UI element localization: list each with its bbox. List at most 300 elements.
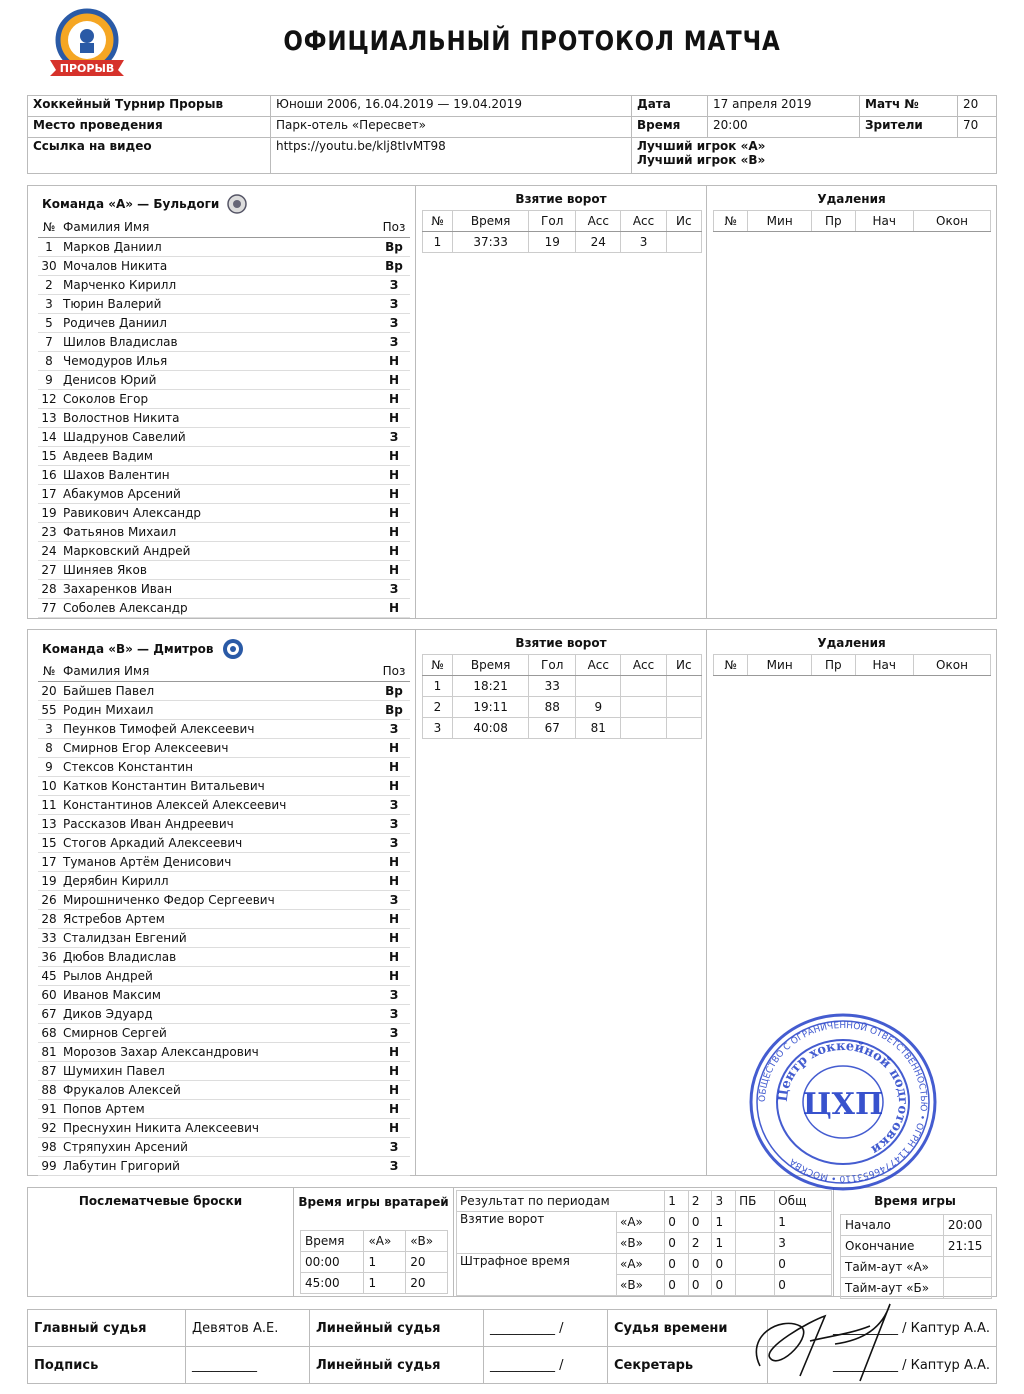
player-position: Н xyxy=(378,351,410,370)
player-name: Абакумов Арсений xyxy=(60,484,378,503)
player-name: Авдеев Вадим xyxy=(60,446,378,465)
player-number: 99 xyxy=(38,1156,60,1175)
table-row xyxy=(301,1252,448,1273)
secretary-label: Секретарь xyxy=(608,1347,768,1384)
team-a-penalties-title: Удаления xyxy=(817,192,886,206)
game-time-cell: Начало xyxy=(841,1215,944,1236)
results-value xyxy=(736,1233,775,1254)
player-number: 81 xyxy=(38,1042,60,1061)
results-value: 0 xyxy=(665,1275,689,1296)
goal-scorer: 19 xyxy=(529,232,576,253)
player-name: Рылов Андрей xyxy=(60,966,378,985)
summary-panel xyxy=(27,1187,997,1297)
table-row xyxy=(423,697,702,718)
player-number: 20 xyxy=(38,681,60,700)
player-name: Родин Михаил xyxy=(60,700,378,719)
player-name: Мочалов Никита xyxy=(60,256,378,275)
g-col-ass2: Асс xyxy=(621,655,666,676)
p-col-num: № xyxy=(714,211,748,232)
p-col-pr: Пр xyxy=(812,655,855,676)
results-value: 0 xyxy=(665,1212,689,1233)
results-header-cell: ПБ xyxy=(736,1191,775,1212)
results-value: 1 xyxy=(712,1233,736,1254)
player-name: Чемодуров Илья xyxy=(60,351,378,370)
player-position: З xyxy=(378,719,410,738)
game-time-cell: 21:15 xyxy=(943,1236,991,1257)
player-number: 15 xyxy=(38,446,60,465)
best-player-a-label: Лучший игрок «А» xyxy=(637,139,766,153)
player-position: З xyxy=(378,795,410,814)
p-col-num: № xyxy=(714,655,748,676)
goal-time: 18:21 xyxy=(452,676,528,697)
goal-assist1: 24 xyxy=(576,232,621,253)
player-position: З xyxy=(378,275,410,294)
player-name: Шиняев Яков xyxy=(60,560,378,579)
line-referee2-value: __________ / xyxy=(484,1347,608,1384)
player-number: 10 xyxy=(38,776,60,795)
player-number: 8 xyxy=(38,351,60,370)
player-name: Дерябин Кирилл xyxy=(60,871,378,890)
logo-text: ПРОРЫВ xyxy=(59,62,115,75)
team-a-penalties-table xyxy=(713,210,991,232)
col-pos: Поз xyxy=(378,662,410,681)
team-a-players-table xyxy=(38,218,410,618)
shootout-title: Послематчевые броски xyxy=(28,1188,294,1296)
game-time-cell xyxy=(943,1257,991,1278)
g-col-time: Время xyxy=(452,211,528,232)
player-name: Стогов Аркадий Алексеевич xyxy=(60,833,378,852)
player-name: Шадрунов Савелий xyxy=(60,427,378,446)
results-header-cell: 3 xyxy=(712,1191,736,1212)
player-name: Соболев Александр xyxy=(60,598,378,617)
goal-is xyxy=(666,697,701,718)
player-number: 67 xyxy=(38,1004,60,1023)
table-row xyxy=(38,1023,410,1042)
results-value: 0 xyxy=(775,1254,832,1275)
tournament-value: Юноши 2006, 16.04.2019 — 19.04.2019 xyxy=(271,96,632,117)
table-row xyxy=(38,757,410,776)
p-col-end: Окон xyxy=(913,655,990,676)
table-row xyxy=(38,408,410,427)
team-a-title xyxy=(42,194,247,214)
table-row xyxy=(38,1080,410,1099)
table-row xyxy=(841,1257,992,1278)
player-name: Рассказов Иван Андреевич xyxy=(60,814,378,833)
player-name: Сталидзан Евгений xyxy=(60,928,378,947)
table-row xyxy=(38,985,410,1004)
team-b-roster xyxy=(28,630,416,1175)
player-position: Н xyxy=(378,1042,410,1061)
player-position: Н xyxy=(378,928,410,947)
goalie-time-cell: «В» xyxy=(406,1231,448,1252)
game-time-table xyxy=(840,1214,992,1299)
game-time-cell: Тайм-аут «А» xyxy=(841,1257,944,1278)
team-b-penalties-title: Удаления xyxy=(817,636,886,650)
table-row xyxy=(457,1212,832,1233)
player-number: 33 xyxy=(38,928,60,947)
goal-scorer: 88 xyxy=(529,697,576,718)
player-position: З xyxy=(378,1004,410,1023)
player-position: З xyxy=(378,985,410,1004)
player-name: Фатьянов Михаил xyxy=(60,522,378,541)
player-position: Н xyxy=(378,1080,410,1099)
game-time-cell: Тайм-аут «Б» xyxy=(841,1278,944,1299)
player-position: Н xyxy=(378,947,410,966)
venue-value: Парк-отель «Пересвет» xyxy=(271,117,632,138)
table-row xyxy=(38,1099,410,1118)
player-name: Шумихин Павел xyxy=(60,1061,378,1080)
results-row-label: Взятие ворот xyxy=(457,1212,617,1254)
team-b-goals-table xyxy=(422,654,702,739)
goal-num: 2 xyxy=(423,697,453,718)
player-number: 28 xyxy=(38,909,60,928)
player-name: Диков Эдуард xyxy=(60,1004,378,1023)
company-stamp xyxy=(748,1012,938,1192)
p-col-min: Мин xyxy=(748,655,812,676)
player-position: Н xyxy=(378,484,410,503)
best-players-cell xyxy=(632,138,997,174)
results-team-label: «В» xyxy=(617,1233,665,1254)
player-number: 19 xyxy=(38,871,60,890)
goal-assist2 xyxy=(621,697,666,718)
player-position: Н xyxy=(378,871,410,890)
player-position: Н xyxy=(378,389,410,408)
main-referee-value: Девятов А.Е. xyxy=(186,1310,310,1347)
g-col-is: Ис xyxy=(666,655,701,676)
table-row xyxy=(38,446,410,465)
player-position: Вр xyxy=(378,237,410,256)
team-a-panel xyxy=(27,185,997,619)
g-col-is: Ис xyxy=(666,211,701,232)
goalie-time-cell: 20 xyxy=(406,1252,448,1273)
player-number: 8 xyxy=(38,738,60,757)
table-row xyxy=(38,1118,410,1137)
timekeeper-label: Судья времени xyxy=(608,1310,768,1347)
video-label: Ссылка на видео xyxy=(28,138,271,174)
player-position: Н xyxy=(378,560,410,579)
period-results-section xyxy=(454,1188,834,1296)
table-row xyxy=(841,1215,992,1236)
tournament-logo xyxy=(44,8,130,78)
results-value: 1 xyxy=(775,1212,832,1233)
player-number: 2 xyxy=(38,275,60,294)
goal-num: 3 xyxy=(423,718,453,739)
goalie-time-title: Время игры вратарей xyxy=(298,1195,449,1209)
player-name: Смирнов Егор Алексеевич xyxy=(60,738,378,757)
player-number: 68 xyxy=(38,1023,60,1042)
p-col-pr: Пр xyxy=(812,211,855,232)
player-position: З xyxy=(378,833,410,852)
table-row xyxy=(38,598,410,617)
goal-assist2 xyxy=(621,718,666,739)
goal-is xyxy=(666,232,701,253)
player-position: Н xyxy=(378,1118,410,1137)
results-value: 0 xyxy=(712,1254,736,1275)
player-number: 13 xyxy=(38,814,60,833)
player-position: З xyxy=(378,294,410,313)
player-position: Н xyxy=(378,1099,410,1118)
table-row xyxy=(38,427,410,446)
results-team-label: «В» xyxy=(617,1275,665,1296)
table-row xyxy=(423,676,702,697)
player-name: Морозов Захар Александрович xyxy=(60,1042,378,1061)
match-number-value: 20 xyxy=(958,96,997,117)
g-col-num: № xyxy=(423,211,453,232)
player-position: Н xyxy=(378,598,410,617)
player-number: 16 xyxy=(38,465,60,484)
table-row xyxy=(38,579,410,598)
player-number: 11 xyxy=(38,795,60,814)
goal-is xyxy=(666,718,701,739)
goal-scorer: 67 xyxy=(529,718,576,739)
goal-assist1 xyxy=(576,676,621,697)
table-row xyxy=(38,560,410,579)
table-row xyxy=(38,700,410,719)
col-pos: Поз xyxy=(378,218,410,237)
player-name: Константинов Алексей Алексеевич xyxy=(60,795,378,814)
table-row xyxy=(38,389,410,408)
player-number: 30 xyxy=(38,256,60,275)
team-b-goals-title: Взятие ворот xyxy=(515,636,607,650)
p-col-min: Мин xyxy=(748,211,812,232)
table-row xyxy=(38,909,410,928)
goalie-time-cell: «А» xyxy=(364,1231,406,1252)
player-name: Катков Константин Витальевич xyxy=(60,776,378,795)
player-number: 15 xyxy=(38,833,60,852)
col-num: № xyxy=(38,662,60,681)
goal-time: 37:33 xyxy=(452,232,528,253)
goal-time: 40:08 xyxy=(452,718,528,739)
goalie-time-cell: 1 xyxy=(364,1252,406,1273)
table-row xyxy=(423,232,702,253)
results-value xyxy=(736,1212,775,1233)
player-position: Н xyxy=(378,757,410,776)
stamp-ring-text: ОБЩЕСТВО С ОГРАНИЧЕННОЙ ОТВЕТСТВЕННОСТЬЮ • ОГРН 1147746653110 • МОСКВА xyxy=(757,1020,929,1184)
table-header-row xyxy=(301,1231,448,1252)
player-name: Тюрин Валерий xyxy=(60,294,378,313)
table-row xyxy=(38,294,410,313)
results-value: 0 xyxy=(665,1233,689,1254)
player-position: З xyxy=(378,814,410,833)
tournament-label: Хоккейный Турнир Прорыв xyxy=(28,96,271,117)
goal-time: 19:11 xyxy=(452,697,528,718)
player-position: З xyxy=(378,1156,410,1175)
player-position: Н xyxy=(378,852,410,871)
player-number: 9 xyxy=(38,370,60,389)
team-a-goals xyxy=(416,186,707,618)
team-b-emblem-icon xyxy=(222,638,244,660)
period-results-table xyxy=(456,1190,832,1296)
page-title: ОФИЦИАЛЬНЫЙ ПРОТОКОЛ МАТЧА xyxy=(283,26,781,57)
table-row xyxy=(38,484,410,503)
player-name: Равикович Александр xyxy=(60,503,378,522)
player-position: З xyxy=(378,579,410,598)
table-row xyxy=(38,928,410,947)
time-value: 20:00 xyxy=(708,117,860,138)
table-row xyxy=(38,351,410,370)
date-value: 17 апреля 2019 xyxy=(708,96,860,117)
player-number: 36 xyxy=(38,947,60,966)
results-value: 0 xyxy=(688,1212,712,1233)
signature-value: __________ xyxy=(186,1347,310,1384)
player-number: 1 xyxy=(38,237,60,256)
team-a-emblem-icon xyxy=(227,194,247,214)
player-number: 88 xyxy=(38,1080,60,1099)
timekeeper-value: __________ / Каптур А.А. xyxy=(768,1310,997,1347)
player-number: 26 xyxy=(38,890,60,909)
team-b-title xyxy=(42,638,244,660)
team-a-name: Команда «А» — Бульдоги xyxy=(42,197,220,211)
table-row xyxy=(38,522,410,541)
player-number: 60 xyxy=(38,985,60,1004)
results-value: 0 xyxy=(688,1254,712,1275)
player-name: Марковский Андрей xyxy=(60,541,378,560)
player-number: 92 xyxy=(38,1118,60,1137)
team-a-roster xyxy=(28,186,416,618)
p-col-start: Нач xyxy=(855,211,913,232)
player-number: 9 xyxy=(38,757,60,776)
player-position: Н xyxy=(378,465,410,484)
results-value: 2 xyxy=(688,1233,712,1254)
results-header-cell: Результат по периодам xyxy=(457,1191,665,1212)
line-referee-value: __________ / xyxy=(484,1310,608,1347)
player-name: Волостнов Никита xyxy=(60,408,378,427)
goal-is xyxy=(666,676,701,697)
goalie-time-section xyxy=(294,1188,454,1296)
player-name: Захаренков Иван xyxy=(60,579,378,598)
player-number: 14 xyxy=(38,427,60,446)
goal-num: 1 xyxy=(423,232,453,253)
table-row xyxy=(38,503,410,522)
game-time-cell: 20:00 xyxy=(943,1215,991,1236)
secretary-value: __________ / Каптур А.А. xyxy=(768,1347,997,1384)
results-header-cell: 2 xyxy=(688,1191,712,1212)
goal-assist1: 9 xyxy=(576,697,621,718)
spectators-label: Зрители xyxy=(860,117,958,138)
table-row xyxy=(38,1061,410,1080)
team-a-goals-title: Взятие ворот xyxy=(515,192,607,206)
results-value: 0 xyxy=(688,1275,712,1296)
goalie-time-cell: 00:00 xyxy=(301,1252,364,1273)
game-time-title: Время игры xyxy=(874,1194,956,1208)
table-row xyxy=(38,465,410,484)
player-name: Марченко Кирилл xyxy=(60,275,378,294)
player-position: Н xyxy=(378,1061,410,1080)
player-number: 55 xyxy=(38,700,60,719)
goal-assist1: 81 xyxy=(576,718,621,739)
player-number: 3 xyxy=(38,719,60,738)
table-row xyxy=(38,1042,410,1061)
player-name: Туманов Артём Денисович xyxy=(60,852,378,871)
player-number: 19 xyxy=(38,503,60,522)
player-name: Пеунков Тимофей Алексеевич xyxy=(60,719,378,738)
player-position: Н xyxy=(378,408,410,427)
player-number: 98 xyxy=(38,1137,60,1156)
table-row xyxy=(38,833,410,852)
player-position: Н xyxy=(378,541,410,560)
table-row xyxy=(301,1273,448,1294)
results-value: 0 xyxy=(665,1254,689,1275)
player-number: 3 xyxy=(38,294,60,313)
time-label: Время xyxy=(632,117,708,138)
player-name: Шахов Валентин xyxy=(60,465,378,484)
table-row xyxy=(38,776,410,795)
results-value: 1 xyxy=(712,1212,736,1233)
results-value xyxy=(736,1275,775,1296)
player-name: Шилов Владислав xyxy=(60,332,378,351)
table-row xyxy=(38,541,410,560)
player-name: Ястребов Артем xyxy=(60,909,378,928)
player-name: Стексов Константин xyxy=(60,757,378,776)
player-number: 87 xyxy=(38,1061,60,1080)
results-team-label: «А» xyxy=(617,1212,665,1233)
table-row xyxy=(841,1236,992,1257)
player-position: З xyxy=(378,427,410,446)
player-number: 17 xyxy=(38,484,60,503)
team-b-players-table xyxy=(38,662,410,1176)
g-col-goal: Гол xyxy=(529,655,576,676)
g-col-time: Время xyxy=(452,655,528,676)
venue-label: Место проведения xyxy=(28,117,271,138)
player-position: Н xyxy=(378,909,410,928)
team-b-penalties-table xyxy=(713,654,991,676)
table-row xyxy=(38,738,410,757)
main-referee-label: Главный судья xyxy=(28,1310,186,1347)
table-row xyxy=(38,966,410,985)
table-row xyxy=(38,719,410,738)
player-name: Фрукалов Алексей xyxy=(60,1080,378,1099)
video-link[interactable]: https://youtu.be/klj8tIvMT98 xyxy=(271,138,632,174)
team-b-goals xyxy=(416,630,707,1175)
results-header-cell: Общ xyxy=(775,1191,832,1212)
player-name: Родичев Даниил xyxy=(60,313,378,332)
results-value: 0 xyxy=(712,1275,736,1296)
results-header-cell: 1 xyxy=(665,1191,689,1212)
player-number: 17 xyxy=(38,852,60,871)
table-row xyxy=(38,313,410,332)
spectators-value: 70 xyxy=(958,117,997,138)
col-num: № xyxy=(38,218,60,237)
g-col-goal: Гол xyxy=(529,211,576,232)
g-col-ass1: Асс xyxy=(576,211,621,232)
g-col-ass1: Асс xyxy=(576,655,621,676)
player-position: Н xyxy=(378,370,410,389)
player-number: 77 xyxy=(38,598,60,617)
goalie-time-cell: 20 xyxy=(406,1273,448,1294)
table-row xyxy=(38,332,410,351)
player-position: З xyxy=(378,313,410,332)
table-row xyxy=(38,1156,410,1175)
match-info-table xyxy=(27,95,997,174)
table-row xyxy=(457,1254,832,1275)
player-position: Н xyxy=(378,966,410,985)
table-row xyxy=(38,1137,410,1156)
game-time-section xyxy=(834,1188,996,1296)
table-row xyxy=(38,814,410,833)
player-position: Н xyxy=(378,503,410,522)
stamp-inner-text: Центр хоккейной подготовки xyxy=(775,1038,911,1157)
date-label: Дата xyxy=(632,96,708,117)
table-row xyxy=(38,275,410,294)
player-number: 45 xyxy=(38,966,60,985)
player-name: Попов Артем xyxy=(60,1099,378,1118)
line-referee-label: Линейный судья xyxy=(310,1310,484,1347)
player-number: 24 xyxy=(38,541,60,560)
game-time-cell xyxy=(943,1278,991,1299)
player-position: Н xyxy=(378,776,410,795)
match-number-label: Матч № xyxy=(860,96,958,117)
player-number: 12 xyxy=(38,389,60,408)
